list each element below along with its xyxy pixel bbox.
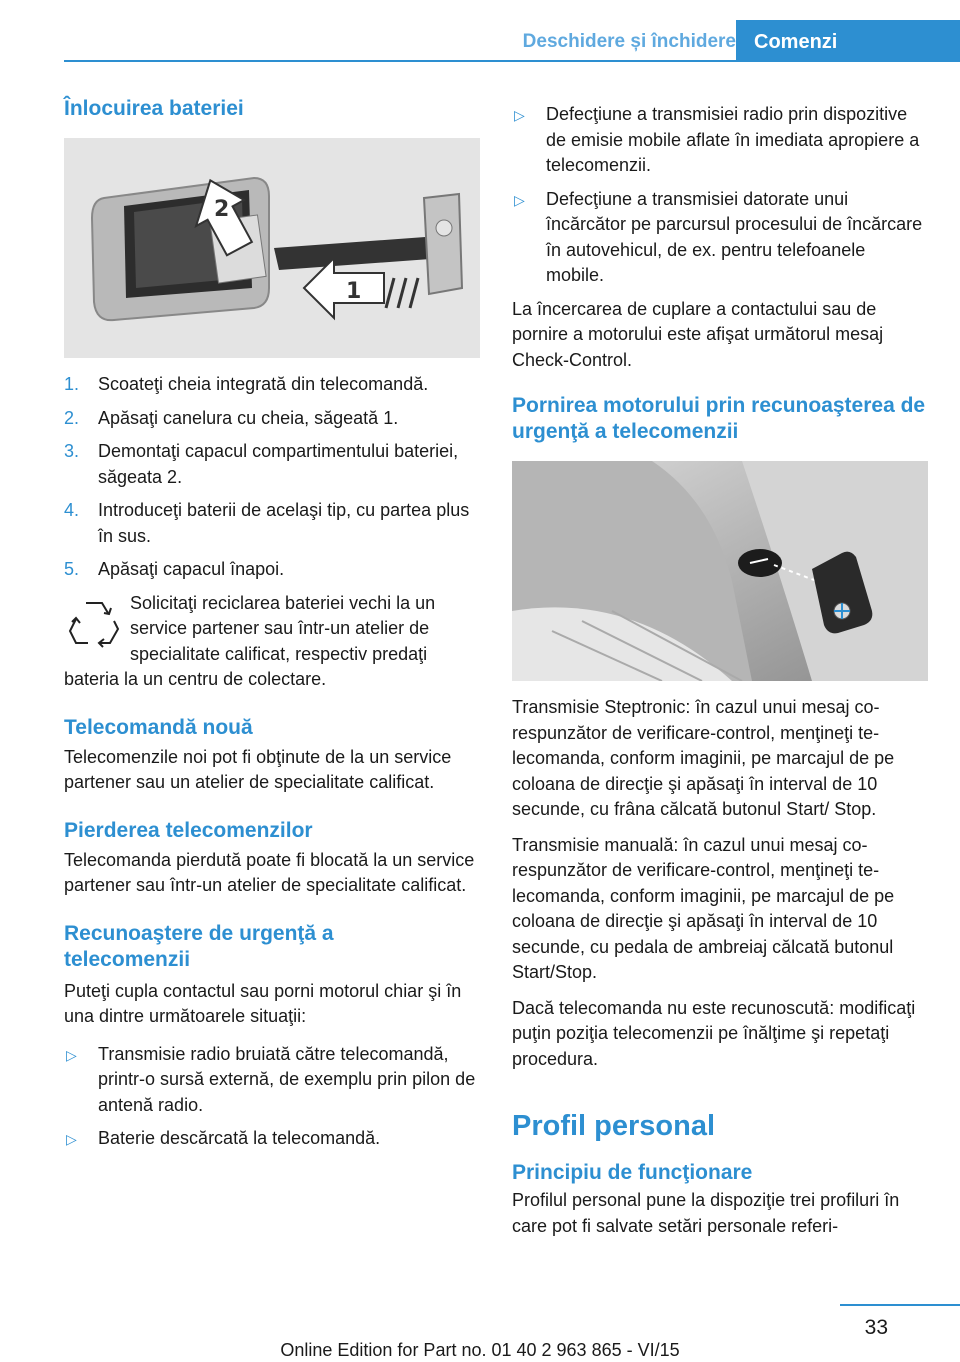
heading-personal-profile: Profil personal xyxy=(512,1110,716,1142)
triangle-right-icon: ▷ xyxy=(514,107,525,123)
step-text: Demontaţi capacul compartimentului bateriei, săgeata 2. xyxy=(98,441,459,487)
text-lost-remote: Telecomanda pierdută poate fi blocată la un service partener sau într-un atelier de specialitate calificat. xyxy=(64,849,475,895)
heading-emergency-start: Pornirea motorului prin recunoaşterea de urgenţă a telecomenzii xyxy=(512,394,926,443)
step-item xyxy=(64,372,480,398)
step-number: 4. xyxy=(64,500,80,520)
list-item-text: Defecţiune a transmisiei radio prin dispozitive de emisie mobile aflate în imediata apropiere a telecomenzii. xyxy=(546,104,920,175)
triangle-right-icon: ▷ xyxy=(514,191,525,208)
text-not-recognized: Dacă telecomanda nu este recunoscută: modificaţi puţin poziţia telecomenzii pe înălţime şi repetaţi procedura. xyxy=(512,997,916,1069)
recycle-text-b: bateria la un centru de colectare. xyxy=(64,669,327,689)
step-item xyxy=(64,498,480,549)
step-text: Introduceţi baterii de acelaşi tip, cu partea plus în sus. xyxy=(98,500,470,546)
footer-rule xyxy=(840,1304,960,1306)
emergency-conditions-list-cont xyxy=(512,102,928,289)
arrow-1-label: 1 xyxy=(346,279,362,304)
steering-column-illustration xyxy=(512,461,928,681)
list-item xyxy=(512,102,928,179)
text-steptronic: Transmisie Steptronic: în cazul unui mesaj corespunzător de verificare-control, menţineţi telecomanda, conform imaginii, pe marcajul de pe coloana de direcţie şi apăsaţi în interval de 10 secunde, cu frâna călcată butonul Start/ Stop. xyxy=(512,697,895,819)
text-checkcontrol: La încercarea de cuplare a contactului sau de pornire a motorului este afişat următorul mesaj Check-Control. xyxy=(512,298,884,370)
chapter-tab: Comenzi xyxy=(736,20,960,62)
steering-column-figure xyxy=(512,461,928,681)
heading-emergency-recognition: Recunoaştere de urgenţă a telecomenzii xyxy=(64,921,334,971)
recycle-text-a: Solicitaţi reciclarea bateriei vechi la un service partener sau într-un atelier de specialitate calificat, respectiv predaţi xyxy=(130,592,436,664)
heading-new-remote: Telecomandă nouă xyxy=(64,715,253,739)
edition-note: Online Edition for Part no. 01 40 2 963 865 - VI/15 xyxy=(280,1340,680,1360)
section-title: Deschidere și închidere xyxy=(522,31,736,52)
recycle-icon xyxy=(66,595,122,651)
text-manual: Transmisie manuală: în cazul unui mesaj corespunzător de verificare-control, menţineţi telecomanda, conform imaginii, pe marcajul de pe coloana de direcţie şi apăsaţi în interval de 10 secunde, cu pedala de ambreiaj călcată butonul Start/Stop. xyxy=(512,834,895,982)
step-number: 3. xyxy=(64,441,80,461)
heading-principle: Principiu de funcţionare xyxy=(512,1161,753,1184)
step-text: Scoateţi cheia integrată din telecomandă. xyxy=(98,374,429,394)
battery-steps-list xyxy=(64,372,480,583)
arrow-2-label: 2 xyxy=(214,197,230,222)
key-battery-figure xyxy=(64,138,480,358)
heading-lost-remote: Pierderea telecomenzilor xyxy=(64,818,313,842)
key-battery-illustration xyxy=(64,138,480,358)
left-column xyxy=(64,96,480,1160)
list-item-text: Baterie descărcată la telecomandă. xyxy=(98,1128,381,1148)
text-profile: Profilul personal pune la dispoziţie trei profiluri în care pot fi salvate setări personale referi- xyxy=(512,1190,900,1236)
list-item xyxy=(64,1042,480,1119)
step-number: 1. xyxy=(64,374,80,394)
step-item xyxy=(64,406,480,432)
list-item-text: Defecţiune a transmisiei datorate unui încărcător pe parcursul procesului de încărcare în autovehicul, de ex. pentru telefoanele mobile. xyxy=(546,188,923,285)
step-text: Apăsaţi canelura cu cheia, săgeată 1. xyxy=(98,407,399,428)
step-number: 5. xyxy=(64,559,80,579)
step-item xyxy=(64,439,480,490)
text-emergency: Puteţi cupla contactul sau porni motorul chiar şi în una dintre următoarele situaţii: xyxy=(64,980,462,1026)
emergency-conditions-list xyxy=(64,1042,480,1152)
step-number: 2. xyxy=(64,407,80,428)
page-number: 33 xyxy=(864,1316,888,1339)
step-text: Apăsaţi capacul înapoi. xyxy=(98,559,285,579)
text-new-remote: Telecomenzile noi pot fi obţinute de la un service partener sau un atelier de specialitate calificat. xyxy=(64,746,452,792)
right-column xyxy=(512,102,928,1249)
triangle-right-icon: ▷ xyxy=(66,1131,77,1147)
step-item xyxy=(64,557,480,583)
list-item xyxy=(512,187,928,289)
list-item xyxy=(64,1126,480,1152)
header-rule xyxy=(64,60,960,62)
triangle-right-icon: ▷ xyxy=(66,1046,77,1063)
heading-battery: Înlocuirea bateriei xyxy=(64,97,244,120)
list-item-text: Transmisie radio bruiată către telecomandă, printr-o sursă externă, de exemplu prin pilon de antenă radio. xyxy=(98,1043,476,1115)
page-header xyxy=(0,0,960,62)
recycle-note xyxy=(64,591,480,693)
